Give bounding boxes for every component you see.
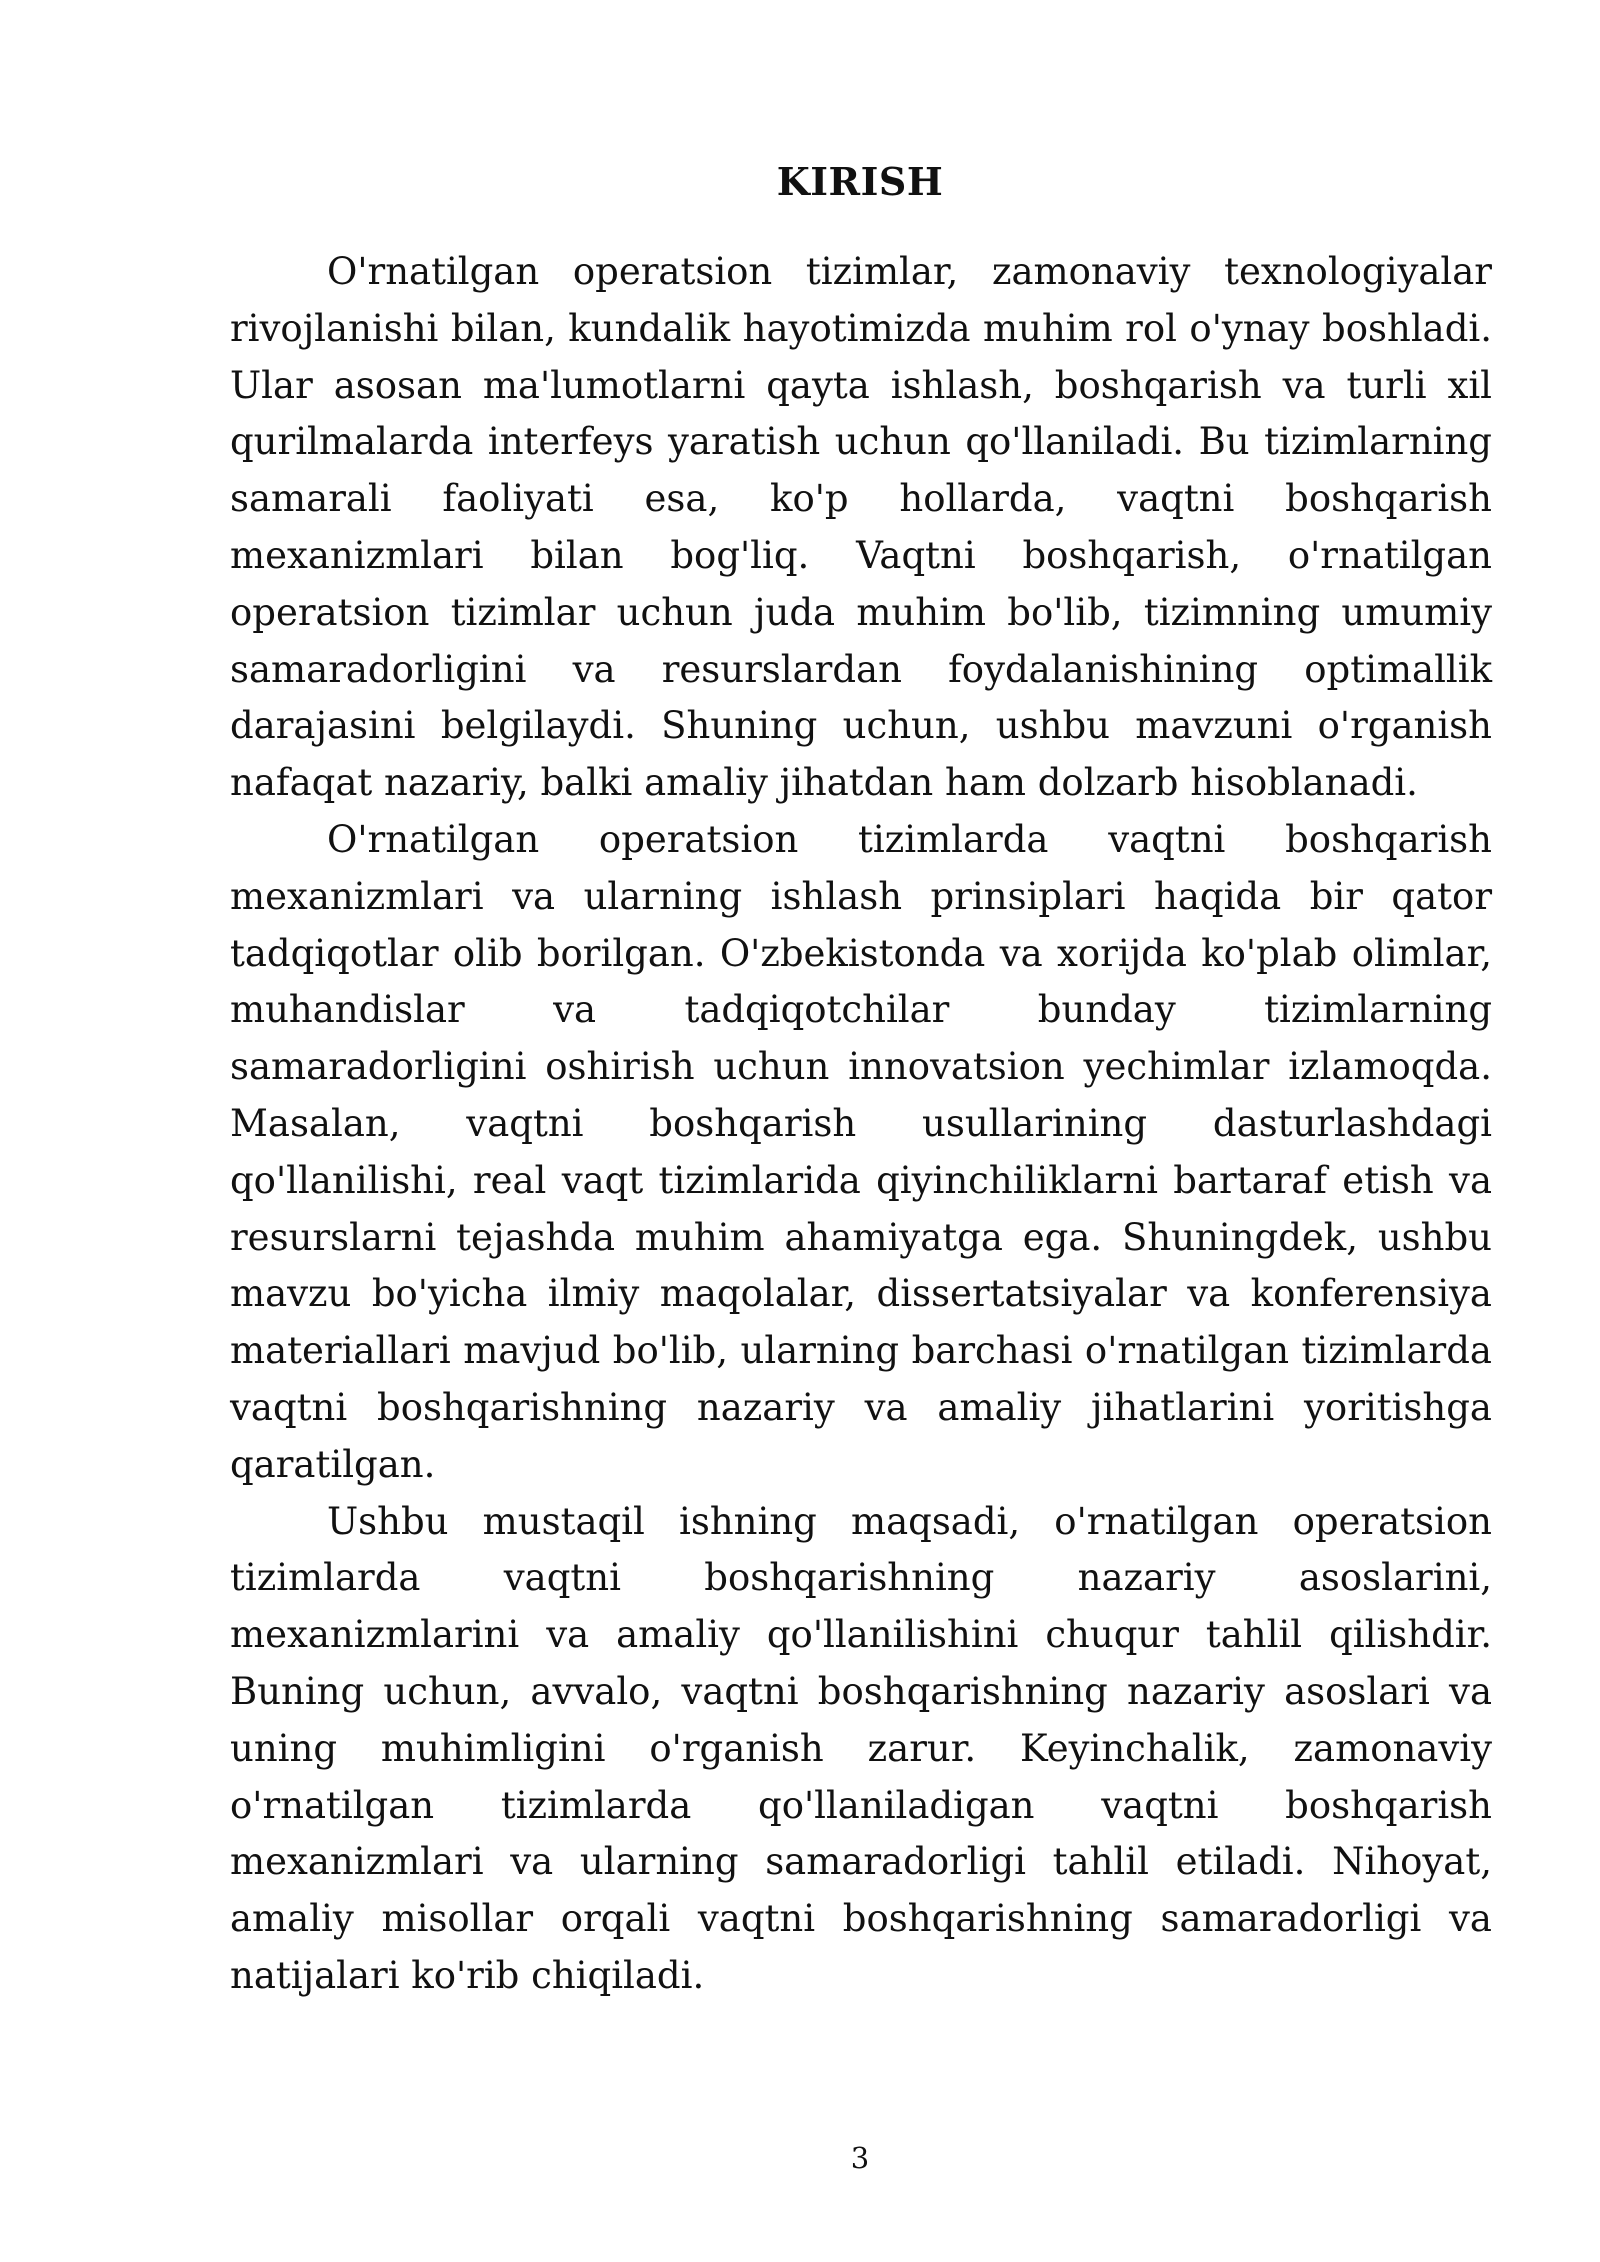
paragraph-3: Ushbu mustaqil ishning maqsadi, o'rnatilgan operatsion tizimlarda vaqtni boshqarishning nazariy asoslarini, mexanizmlarini va amaliy qo'llanilishini chuqur tahlil qilishdir. Buning uchun, avvalo, vaqtni boshqarishning nazariy asoslari va uning muhimligini o'rganish zarur. Keyinchalik, zamonaviy o'rnatilgan tizimlarda qo'llaniladigan vaqtni boshqarish mexanizmlari va ularning samaradorligi tahlil etiladi. Nihoyat, amaliy misollar orqali vaqtni boshqarishning samaradorligi va natijalari ko'rib chiqiladi.	[230, 1499, 1492, 1997]
body-text	[230, 244, 1492, 2005]
section-title: KIRISH	[776, 159, 944, 204]
paragraph-1: O'rnatilgan operatsion tizimlar, zamonaviy texnologiyalar rivojlanishi bilan, kundalik hayotimizda muhim rol o'ynay boshladi. Ular asosan ma'lumotlarni qayta ishlash, boshqarish va turli xil qurilmalarda interfeys yaratish uchun qo'llaniladi. Bu tizimlarning samarali faoliyati esa, ko'p hollarda, vaqtni boshqarish mexanizmlari bilan bog'liq. Vaqtni boshqarish, o'rnatilgan operatsion tizimlar uchun juda muhim bo'lib, tizimning umumiy samaradorligini va resurslardan foydalanishining optimallik darajasini belgilaydi. Shuning uchun, ushbu mavzuni o'rganish nafaqat nazariy, balki amaliy jihatdan ham dolzarb hisoblanadi.	[230, 250, 1492, 805]
paragraph-2: O'rnatilgan operatsion tizimlarda vaqtni boshqarish mexanizmlari va ularning ishlash prinsiplari haqida bir qator tadqiqotlar olib borilgan. O'zbekistonda va xorijda ko'plab olimlar, muhandislar va tadqiqotchilar bunday tizimlarning samaradorligini oshirish uchun innovatsion yechimlar izlamoqda. Masalan, vaqtni boshqarish usullarining dasturlashdagi qo'llanilishi, real vaqt tizimlarida qiyinchiliklarni bartaraf etish va resurslarni tejashda muhim ahamiyatga ega. Shuningdek, ushbu mavzu bo'yicha ilmiy maqolalar, dissertatsiyalar va konferensiya materiallari mavjud bo'lib, ularning barchasi o'rnatilgan tizimlarda vaqtni boshqarishning nazariy va amaliy jihatlarini yoritishga qaratilgan.	[230, 817, 1492, 1486]
page-number: 3	[850, 2141, 870, 2175]
